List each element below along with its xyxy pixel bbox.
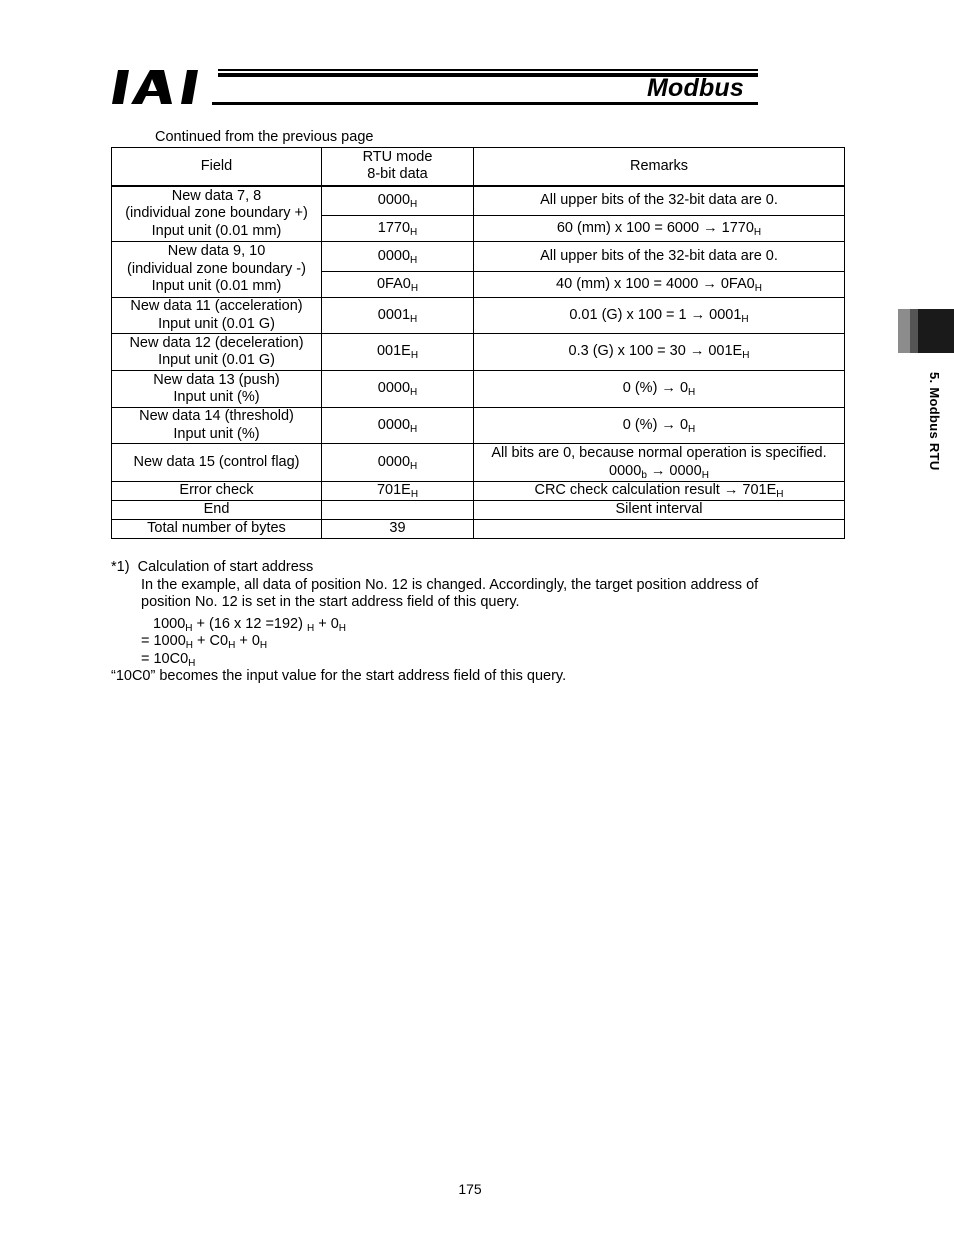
side-tab-marker-dark [918, 309, 954, 353]
remarks-cell: 60 (mm) x $100 = 6000 \to 1770_H$ [474, 216, 845, 242]
table-row [112, 242, 845, 272]
table-row [112, 408, 845, 444]
field-cell: New data 9, 10 (individual zone boundary -) Input unit (0.01 mm) [112, 242, 322, 298]
header-rule-thin [218, 69, 758, 71]
field-cell: New data 7, 8 (individual zone boundary +) Input unit (0.01 mm) [112, 186, 322, 242]
field-cell: New data 12 (deceleration) Input unit (0.01 G) [112, 334, 322, 371]
value-cell: $0000_H$ [322, 186, 474, 216]
remarks-cell: Silent interval [474, 501, 845, 520]
table-row [112, 334, 845, 371]
note-title: Calculation of start address [137, 559, 314, 575]
remarks-cell: 0.01 (G) x $100 = 1 \to 0001_H$ [474, 298, 845, 334]
value-cell: $001E_H$ [322, 334, 474, 371]
equation-line: = $1000_H + C0_H + 0_H$ [141, 633, 268, 651]
calculation-notes [111, 559, 851, 686]
chapter-side-label: 5. Modbus RTU [927, 372, 942, 471]
remarks-cell: 0 (%) → $0_H$ [474, 371, 845, 408]
field-cell: Total number of bytes [112, 520, 322, 539]
field-cell: End [112, 501, 322, 520]
value-cell: $701E_H$ [322, 482, 474, 501]
remarks-cell: 40 (mm) x $100 = 4000 \to 0FA0_H$ [474, 272, 845, 298]
equation-line: $1000_H + (16$ x 12 =192) $_H + 0_H$ [153, 615, 347, 634]
value-cell: $0000_H$ [322, 242, 474, 272]
continued-note: Continued from the previous page [155, 129, 374, 145]
remarks-cell: 0.3 (G) x $100 = 30 \to 001E_H$ [474, 334, 845, 371]
note-marker: *1) [111, 559, 130, 575]
note-heading [111, 559, 851, 577]
remarks-cell: All upper bits of the 32-bit data are 0. [474, 186, 845, 216]
table-header-row [112, 148, 845, 186]
field-cell: New data 15 (control flag) [112, 444, 322, 482]
value-cell: $0FA0_H$ [322, 272, 474, 298]
value-cell [322, 501, 474, 520]
query-field-table [111, 147, 845, 539]
value-cell: $0000_H$ [322, 408, 474, 444]
value-cell: $0000_H$ [322, 444, 474, 482]
side-tab-marker-light [898, 309, 910, 353]
table-row [112, 186, 845, 216]
table-row [112, 482, 845, 501]
iai-logo [112, 68, 212, 106]
remarks-cell: 0 (%) → $0_H$ [474, 408, 845, 444]
remarks-cell: All upper bits of the 32-bit data are 0. [474, 242, 845, 272]
field-cell: Error check [112, 482, 322, 501]
field-cell: New data 14 (threshold) Input unit (%) [112, 408, 322, 444]
header-rtu: RTU mode 8-bit data [322, 148, 474, 186]
value-cell: $0001_H$ [322, 298, 474, 334]
table-row [112, 298, 845, 334]
side-tab-marker-mid [910, 309, 918, 353]
field-cell: New data 11 (acceleration) Input unit (0.01 G) [112, 298, 322, 334]
remarks-cell [474, 520, 845, 539]
note-conclusion: “10C0” becomes the input value for the start address field of this query. [111, 668, 567, 684]
equation-line: = $10C0_H$ [141, 650, 196, 669]
value-cell: $0000_H$ [322, 371, 474, 408]
value-cell: 39 [322, 520, 474, 539]
note-paragraph-line: position No. 12 is set in the start address field of this query. [141, 594, 520, 610]
table-row [112, 444, 845, 482]
remarks-cell: All bits are 0, because normal operation is specified. $0000_b \to 0000_H$ [474, 444, 845, 482]
table-row [112, 501, 845, 520]
table-row [112, 520, 845, 539]
note-paragraph-line: In the example, all data of position No. 12 is changed. Accordingly, the target position address of [141, 576, 759, 593]
table-row [112, 371, 845, 408]
value-cell: $1770_H$ [322, 216, 474, 242]
field-cell: New data 13 (push) Input unit (%) [112, 371, 322, 408]
header-remarks: Remarks [474, 148, 845, 186]
header-field: Field [112, 148, 322, 186]
header-title: Modbus [646, 74, 744, 102]
remarks-cell: CRC check calculation result → $701E_H$ [474, 482, 845, 501]
page-number: 175 [458, 1181, 482, 1197]
